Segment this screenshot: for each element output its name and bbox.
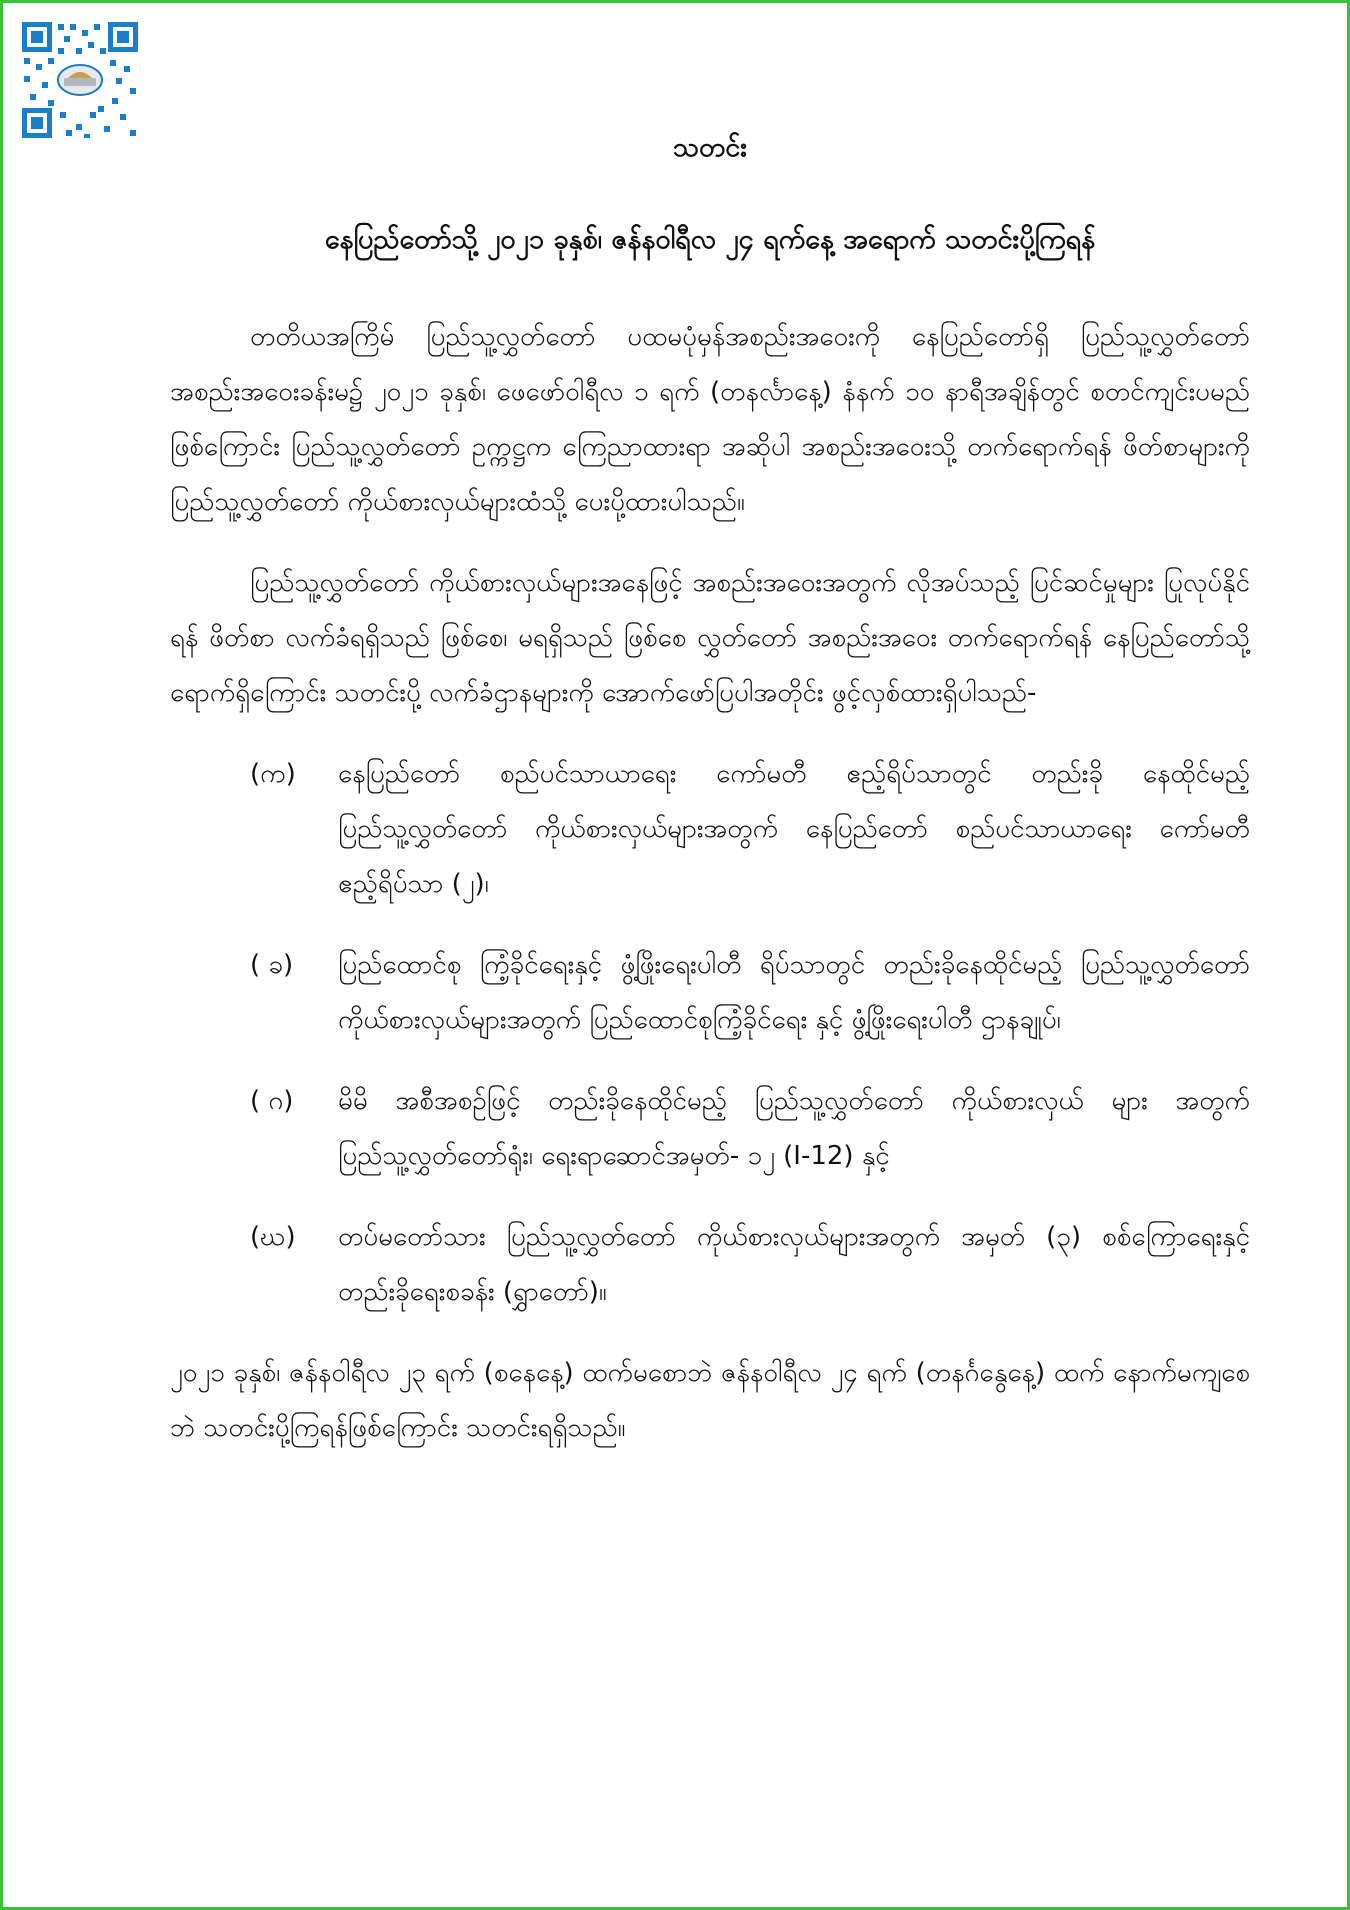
list-item <box>170 938 1250 1048</box>
list-item-text: မိမိ အစီအစဉ်ဖြင့် တည်းခိုနေထိုင်မည့် ပြည်သူ့လွှတ်တော် ကိုယ်စားလှယ် များ အတွက် ပြည်သူ့လွှတ်တော်ရုံး၊ ရေးရာဆောင်အမှတ်- ၁၂ (I-12) နှင့် <box>338 1086 1250 1171</box>
list-item <box>170 747 1250 912</box>
list-item-text: ပြည်ထောင်စု ကြံ့ခိုင်ရေးနှင့် ဖွံ့ဖြိုးရေးပါတီ ရိပ်သာတွင် တည်းခိုနေထိုင်မည့် ပြည်သူ့လွှတ်တော် ကိုယ်စားလှယ်များအတွက် ပြည်ထောင်စုကြံ့ခိုင်ရေး နှင့် ဖွံ့ဖြိုးရေးပါတီ ဌာနချုပ်၊ <box>338 950 1250 1035</box>
page-title: သတင်း <box>672 132 748 163</box>
closing-paragraph: ၂၀၂၁ ခုနှစ်၊ ဇန်နဝါရီလ ၂၃ ရက် (စနေနေ့) ထက်မစောဘဲ ဇန်နဝါရီလ ၂၄ ရက် (တနင်္ဂနွေနေ့) ထက် နောက်မကျစေဘဲ သတင်းပို့ကြရန်ဖြစ်ကြောင်း သတင်းရရှိသည်။ <box>170 1358 1250 1443</box>
reception-office-list <box>170 747 1250 1320</box>
list-item-label: (က) <box>250 759 296 789</box>
announcement-subtitle: နေပြည်တော်သို့ ၂၀၂၁ ခုနှစ်၊ ဇန်နဝါရီလ ၂၄ ရက်နေ့ အရောက် သတင်းပို့ကြရန် <box>324 224 1096 255</box>
list-item-text: နေပြည်တော် စည်ပင်သာယာရေး ကော်မတီ ဧည့်ရိပ်သာတွင် တည်းခို နေထိုင်မည့် ပြည်သူ့လွှတ်တော် ကိုယ်စားလှယ်များအတွက် နေပြည်တော် စည်ပင်သာယာရေး ကော်မတီ ဧည့်ရိပ်သာ (၂)၊ <box>338 759 1250 899</box>
announcement <box>170 130 1250 1456</box>
list-item-label: ( ခ) <box>250 950 294 980</box>
paragraph-2: ပြည်သူ့လွှတ်တော် ကိုယ်စားလှယ်များအနေဖြင့် အစည်းအဝေးအတွက် လိုအပ်သည့် ပြင်ဆင်မှုများ ပြုလုပ်နိုင်ရန် ဖိတ်စာ လက်ခံရရှိသည် ဖြစ်စေ၊ မရရှိသည် ဖြစ်စေ လွှတ်တော် အစည်းအဝေး တက်ရောက်ရန် နေပြည်တော်သို့ ရောက်ရှိကြောင်း သတင်းပို့ လက်ခံဌာနများကို အောက်ဖော်ပြပါအတိုင်း ဖွင့်လှစ်ထားရှိပါသည်- <box>170 568 1250 708</box>
list-item-label: (ဃ) <box>250 1222 296 1252</box>
list-item <box>170 1074 1250 1184</box>
paragraph-1: တတိယအကြိမ် ပြည်သူ့လွှတ်တော် ပထမပုံမှန်အစည်းအဝေးကို နေပြည်တော်ရှိ ပြည်သူ့လွှတ်တော်အစည်းအဝေးခန်းမ၌ ၂၀၂၁ ခုနှစ်၊ ဖေဖော်ဝါရီလ ၁ ရက် (တနင်္လာနေ့) နံနက် ၁၀ နာရီအချိန်တွင် စတင်ကျင်းပမည်ဖြစ်ကြောင်း ပြည်သူ့လွှတ်တော် ဥက္ကဋ္ဌက ကြေညာထားရာ အဆိုပါ အစည်းအဝေးသို့ တက်ရောက်ရန် ဖိတ်စာများကို ပြည်သူ့လွှတ်တော် ကိုယ်စားလှယ်များထံသို့ ပေးပို့ထားပါသည်။ <box>170 322 1250 517</box>
qr-code-icon[interactable] <box>20 20 140 140</box>
list-item <box>170 1210 1250 1320</box>
list-item-text: တပ်မတော်သား ပြည်သူ့လွှတ်တော် ကိုယ်စားလှယ်များအတွက် အမှတ် (၃) စစ်ကြောရေးနှင့် တည်းခိုရေးစခန်း (ရွှာတော်)။ <box>338 1222 1250 1307</box>
list-item-label: ( ဂ) <box>250 1086 294 1116</box>
